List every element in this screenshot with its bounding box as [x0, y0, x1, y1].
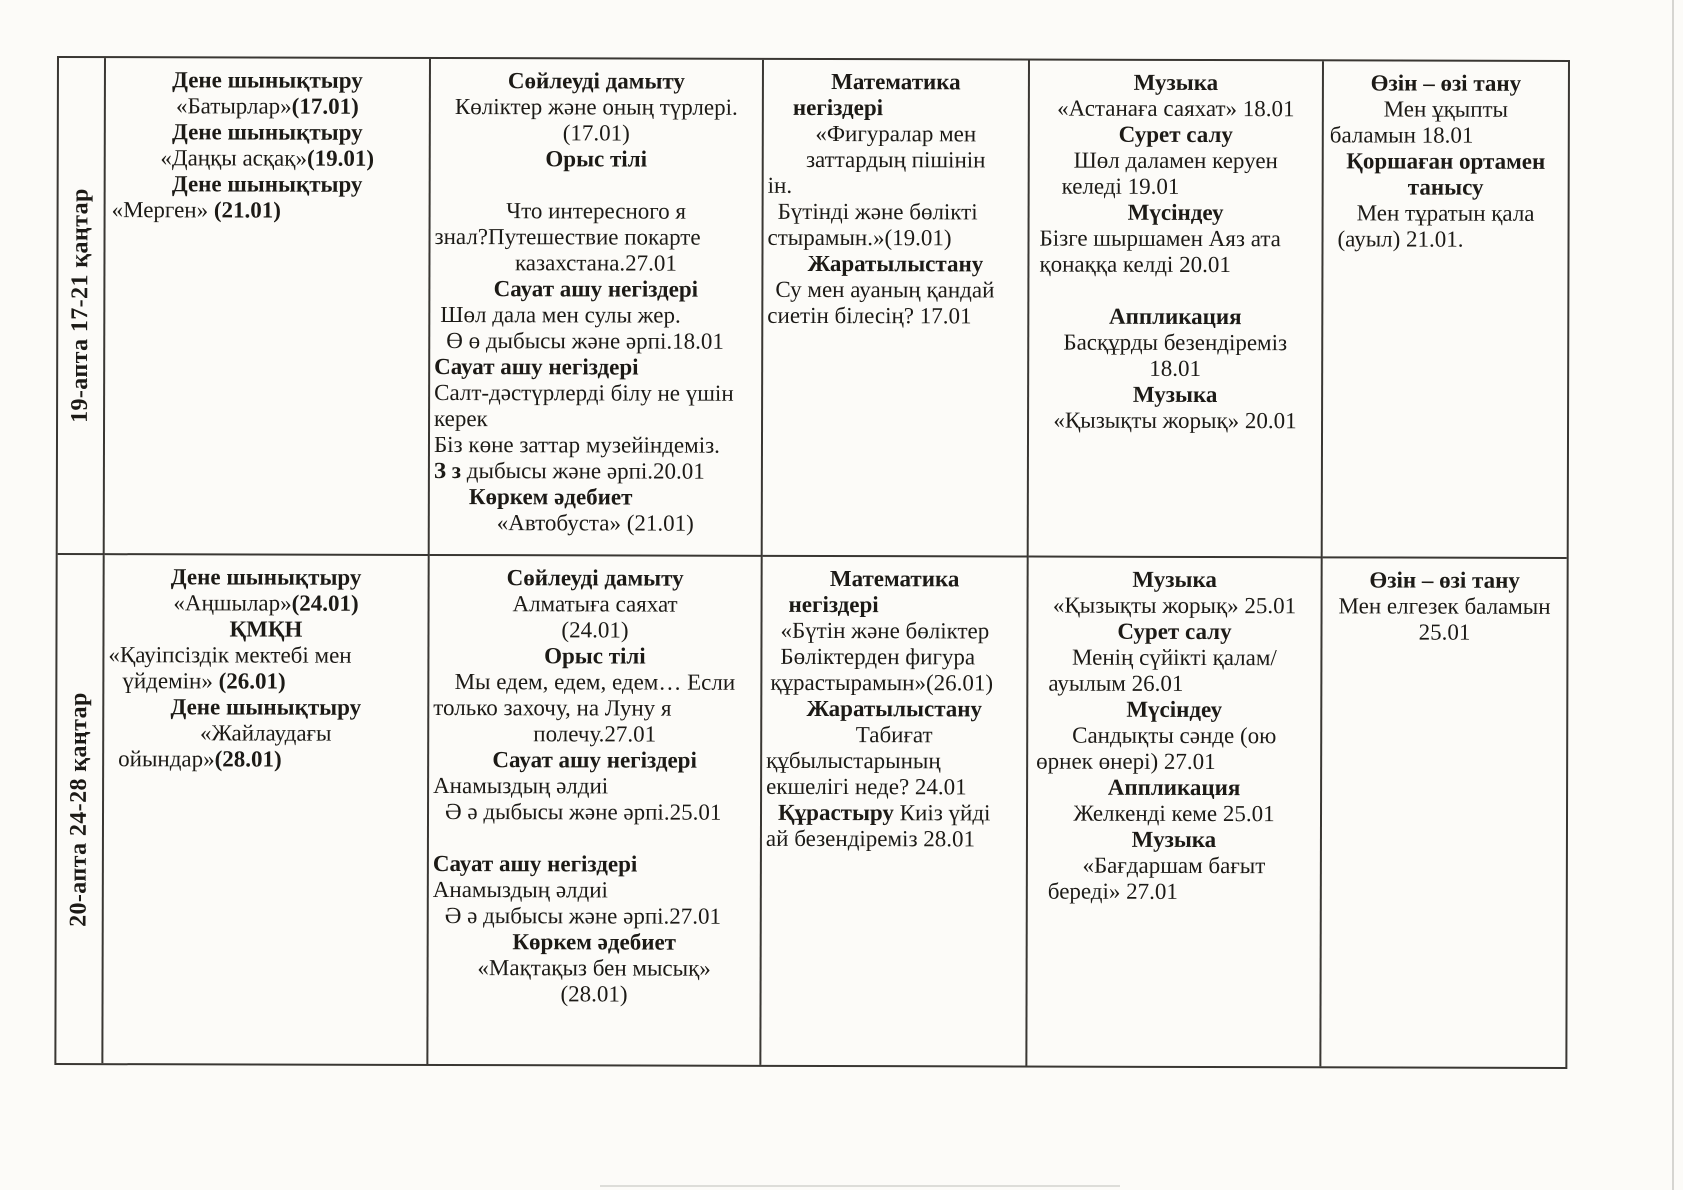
text-line: Дене шынықтыру — [170, 694, 362, 720]
text-line: Дене шынықтыру — [172, 67, 363, 93]
text-line: Алматыға саяхат — [512, 591, 678, 617]
text-line: Анамыздың әлдиі — [432, 876, 608, 903]
text-line: З з дыбысы және әрпі.20.01 — [433, 457, 705, 484]
text-line — [1033, 278, 1317, 305]
text-line: құрастырамын»(26.01) — [770, 669, 994, 696]
text-line: «Мақтақыз бен мысық» — [477, 955, 711, 981]
text-line: Өзін – өзі тану — [1370, 70, 1522, 96]
text-line: Көркем әдебиет — [468, 484, 633, 510]
text-line: Ә ә дыбысы және әрпі.25.01 — [444, 799, 722, 825]
text-line: Мүсіндеу — [1127, 199, 1224, 226]
text-line: Что интересного я — [506, 198, 687, 224]
text-line: «Астанаға саяхат» 18.01 — [1057, 95, 1295, 122]
text-line: Бізге шыршамен Аяз ата — [1039, 225, 1281, 252]
text-line: стырамын.»(19.01) — [767, 224, 952, 251]
text-line: Ө ө дыбысы және әрпі.18.01 — [446, 328, 724, 354]
cell-week1-math-science — [763, 60, 1030, 558]
text-line: «Бағдаршам бағыт — [1082, 852, 1266, 879]
text-line: қонаққа келді 20.01 — [1039, 251, 1231, 278]
text-line: «Қызықты жорық» 25.01 — [1052, 592, 1297, 619]
text-line: негіздері — [788, 591, 879, 618]
text-line: Орыс тілі — [544, 643, 646, 669]
week-label-cell-1 — [58, 58, 106, 555]
cell-week2-self-knowledge — [1321, 558, 1566, 1067]
lesson-plan-table — [54, 56, 1570, 1069]
scan-page-edge-bottom — [600, 1185, 1120, 1187]
cell-week2-math-science — [761, 557, 1028, 1066]
text-line: (28.01) — [560, 981, 628, 1007]
text-line: заттардың пішінін — [805, 146, 986, 173]
text-line: сиетін білесің? 17.01 — [767, 302, 972, 329]
week-label-text-2: 20-апта 24-28 қаңтар — [65, 691, 93, 927]
text-line: Математика — [831, 69, 961, 95]
text-line: Сауат ашу негіздері — [492, 747, 697, 773]
text-line: негіздері — [792, 94, 884, 121]
text-line: 25.01 — [1418, 619, 1471, 645]
text-line: «Қауіпсіздік мектебі мен — [108, 642, 352, 668]
text-line: Аппликация — [1107, 774, 1241, 801]
text-line: келеді 19.01 — [1061, 173, 1180, 199]
text-line: екшелігі неде? 24.01 — [766, 773, 967, 800]
text-line: Сөйлеуді дамыту — [506, 565, 684, 591]
text-line: ҚМҚН — [229, 616, 303, 642]
text-line: үйдемін» (26.01) — [122, 668, 286, 694]
text-line: Көліктер және оның түрлері. — [454, 94, 738, 120]
text-line: «Қызықты жорық» 20.01 — [1053, 407, 1297, 434]
text-line: Сандықты сәнде (ою — [1072, 722, 1277, 749]
text-line: «Даңқы асқақ»(19.01) — [160, 145, 375, 171]
text-line: (17.01) — [562, 120, 630, 146]
text-line: Құрастыру Киіз үйді — [777, 799, 991, 826]
text-line: Мен елгезек баламын — [1338, 593, 1551, 619]
text-line: Мен тұратын қала — [1356, 200, 1535, 226]
cell-week1-self-knowledge — [1323, 61, 1568, 559]
cell-week1-music-art — [1029, 61, 1324, 559]
text-line: Шөл дала мен сулы жер. — [440, 302, 681, 328]
text-line: знал?Путешествие покарте — [434, 223, 701, 250]
text-line: Бөліктерден фигура — [780, 643, 976, 670]
text-line: 18.01 — [1149, 355, 1202, 381]
text-line: «Фигуралар мен — [815, 120, 977, 147]
cell-week2-speech-literacy — [428, 556, 762, 1065]
text-line: только захочу, на Луну я — [433, 694, 672, 721]
cell-week2-music-art — [1027, 558, 1322, 1067]
text-line: Жаратылыстану — [807, 250, 984, 277]
text-line: Өзін – өзі тану — [1369, 567, 1520, 593]
text-line: Дене шынықтыру — [170, 564, 362, 590]
text-line: Желкенді кеме 25.01 — [1073, 800, 1275, 827]
text-line: Біз көне заттар музейіндеміз. — [433, 431, 720, 458]
text-line: Сөйлеуді дамыту — [507, 68, 685, 94]
text-line: казахстана.27.01 — [514, 250, 677, 276]
text-line: Сауат ашу негіздері — [432, 850, 638, 877]
text-line: өрнек өнері) 27.01 — [1036, 748, 1216, 775]
text-line: құбылыстарының — [766, 747, 941, 774]
text-line: Мы едем, едем, едем… Если — [454, 669, 736, 695]
text-line: Музыка — [1133, 69, 1219, 96]
text-line: баламын 18.01 — [1329, 122, 1474, 148]
text-line: керек — [434, 405, 488, 432]
text-line: Аппликация — [1108, 303, 1242, 330]
text-line: «Мерген» (21.01) — [111, 197, 281, 223]
week-label-text-1: 19-апта 17-21 қаңтар — [67, 188, 94, 423]
text-line: Қоршаған ортамен — [1346, 148, 1546, 174]
text-line: Сауат ашу негіздері — [434, 353, 639, 380]
text-line: Дене шынықтыру — [171, 171, 363, 197]
text-line: Сурет салу — [1118, 121, 1233, 148]
text-line: Салт-дәстүрлерді білу не үшін — [434, 379, 734, 406]
text-line: ойындар»(28.01) — [118, 746, 282, 772]
text-line — [433, 825, 756, 852]
text-line: Сауат ашу негіздері — [493, 276, 699, 302]
text-line: (ауыл) 21.01. — [1337, 226, 1464, 252]
text-line: «Батырлар»(17.01) — [175, 93, 359, 119]
text-line: Математика — [829, 566, 960, 592]
text-line: Табиғат — [855, 722, 933, 748]
text-line: ін. — [767, 172, 793, 198]
text-line: Сурет салу — [1117, 618, 1232, 645]
text-line: полечу.27.01 — [533, 721, 657, 747]
text-line: Ә ә дыбысы және әрпі.27.01 — [444, 903, 722, 929]
text-line: Көркем әдебиет — [512, 929, 677, 955]
text-line: Музыка — [1132, 566, 1217, 593]
text-line: «Аңшылар»(24.01) — [173, 590, 359, 616]
text-line: Дене шынықтыру — [171, 119, 363, 145]
text-line: Мүсіндеу — [1126, 696, 1223, 723]
week-label-cell-2 — [56, 555, 104, 1063]
cell-week2-physical-education — [103, 555, 429, 1064]
text-line: «Автобуста» (21.01) — [496, 510, 694, 536]
text-line: Су мен ауаның қандай — [775, 276, 995, 303]
text-line: ауылым 26.01 — [1048, 670, 1184, 696]
text-line: танысу — [1407, 174, 1484, 200]
text-line: Музыка — [1132, 381, 1218, 408]
text-line: Мен ұқыпты — [1383, 96, 1509, 122]
text-line: Басқұрды безендіреміз — [1063, 329, 1288, 356]
cell-week1-physical-education — [105, 58, 431, 556]
text-line — [435, 172, 758, 199]
text-line: Орыс тілі — [545, 146, 648, 172]
text-line: береді» 27.01 — [1047, 878, 1178, 904]
text-line: ай безендіреміз 28.01 — [765, 825, 976, 852]
text-line: Анамыздың әлдиі — [433, 772, 609, 799]
text-line: «Бүтін және бөліктер — [780, 617, 990, 644]
text-line: Менің сүйікті қалам/ — [1071, 644, 1277, 671]
text-line: Шөл даламен керуен — [1073, 147, 1278, 174]
text-line: Жаратылыстану — [806, 695, 983, 722]
cell-week1-speech-literacy — [430, 59, 764, 557]
text-line: «Жайлаудағы — [199, 720, 332, 746]
text-line: Музыка — [1131, 826, 1217, 853]
text-line: Бүтінді және бөлікті — [777, 198, 978, 225]
scan-page-edge-right — [1672, 0, 1674, 1190]
text-line: (24.01) — [561, 617, 629, 643]
